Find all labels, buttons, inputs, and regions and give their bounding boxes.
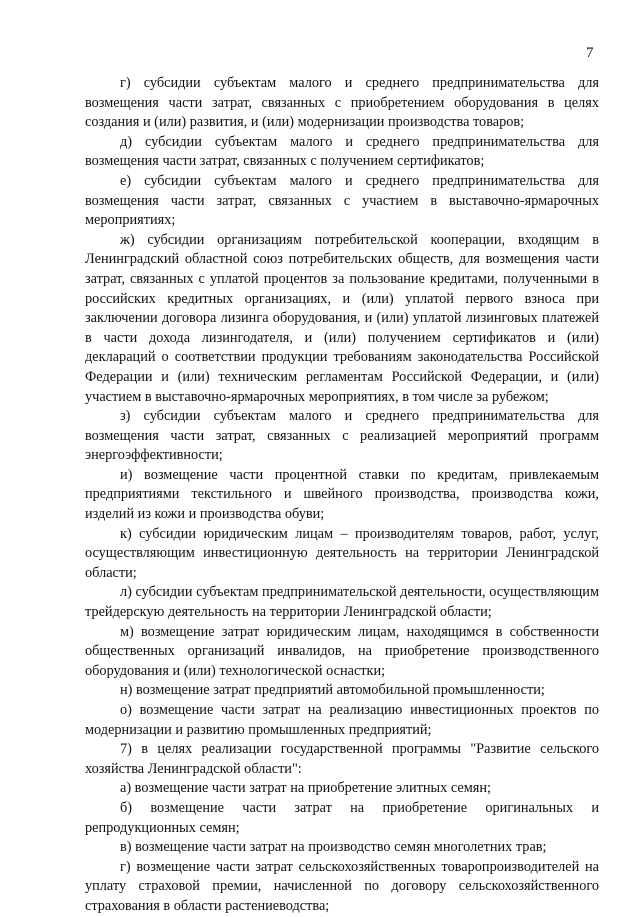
page-number: 7	[586, 45, 594, 61]
paragraph-zh-cooperation: ж) субсидии организациям потребительской кооперации, входящим в Ленинградский областной союз потребительских обществ, для возмещения части затрат, связанных с уплатой процентов за пользование кредитами, полученными в российских кредитных организациях, и (или) уплатой первого взноса при заключении договора лизинга оборудования, и (или) уплатой лизинговых платежей в части дохода лизингодателя, и (или) получением сертификатов и (или) деклараций о соответствии продукции требованиям законодательства Российской Федерации и (или) техническим регламентам Российской Федерации, и (или) участием в выставочно-ярмарочных мероприятиях, в том числе за рубежом;	[85, 231, 599, 405]
paragraph-g-equipment: г) субсидии субъектам малого и среднего предпринимательства для возмещения части затрат, связанных с приобретением оборудования в целях создания и (или) развития, и (или) модернизации производства товаров;	[85, 75, 599, 131]
paragraph-g-insurance: г) возмещение части затрат сельскохозяйственных товаропроизводителей на уплату страховой премии, начисленной по договору сельскохозяйственного страхования в области растениеводства;	[85, 858, 599, 914]
paragraph-e-exhibitions: е) субсидии субъектам малого и среднего предпринимательства для возмещения части затрат, связанных с участием в выставочно-ярмарочных мероприятиях;	[85, 172, 599, 229]
paragraph-n-automotive: н) возмещение затрат предприятий автомобильной промышленности;	[120, 682, 545, 699]
paragraph-a-elite-seeds: а) возмещение части затрат на приобретение элитных семян;	[120, 780, 491, 797]
paragraph-z-energy-efficiency: з) субсидии субъектам малого и среднего предпринимательства для возмещения части затрат, связанных с реализацией мероприятий программ энергоэффективности;	[85, 408, 599, 464]
paragraph-d-certificates: д) субсидии субъектам малого и среднего предпринимательства для возмещения части затрат, связанных с получением сертификатов;	[85, 133, 599, 170]
paragraph-i-interest-rate: и) возмещение части процентной ставки по кредитам, привлекаемым предприятиями текстильного и швейного производства, производства кожи, изделий из кожи и производства обуви;	[85, 466, 599, 523]
paragraph-k-investment: к) субсидии юридическим лицам – производителям товаров, работ, услуг, осуществляющим инвестиционную деятельность на территории Ленинградской области;	[85, 525, 599, 581]
paragraph-l-trading: л) субсидии субъектам предпринимательской деятельности, осуществляющим трейдерскую деятельность на территории Ленинградской области;	[85, 584, 599, 621]
document-body	[85, 74, 599, 917]
paragraph-v-perennial-grasses: в) возмещение части затрат на производство семян многолетних трав;	[120, 839, 547, 856]
paragraph-o-modernization: о) возмещение части затрат на реализацию инвестиционных проектов по модернизации и развитию промышленных предприятий;	[85, 702, 599, 738]
paragraph-m-disability-organizations: м) возмещение затрат юридическим лицам, находящимся в собственности общественных организаций инвалидов, на приобретение производственного оборудования и (или) технологической оснастки;	[85, 623, 599, 679]
paragraph-b-original-seeds: б) возмещение части затрат на приобретение оригинальных и репродукционных семян;	[85, 799, 599, 836]
paragraph-7-agriculture-program: 7) в целях реализации государственной программы "Развитие сельского хозяйства Ленинградской области":	[85, 741, 599, 777]
